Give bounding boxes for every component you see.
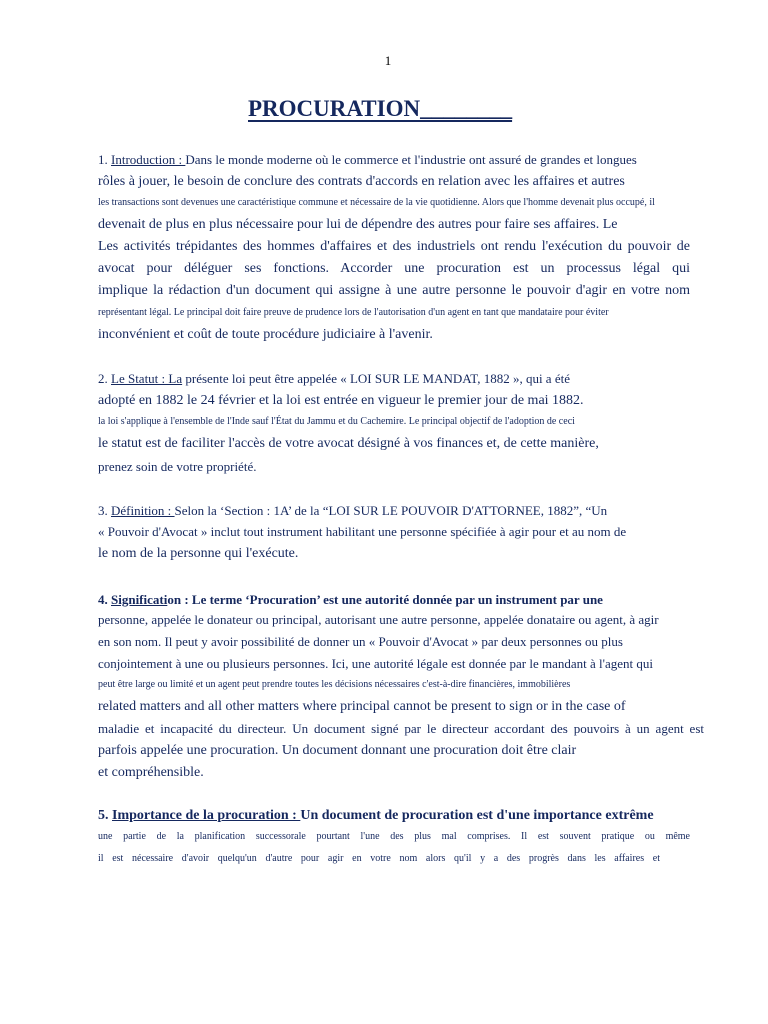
definition-number: 3. (98, 503, 111, 518)
statut-line-3: la loi s'applique à l'ensemble de l'Inde sauf l'État du Jammu et du Cachemire. Le principal objectif de l'adoption de ceci (98, 416, 575, 427)
importance-number: 5. (98, 808, 112, 823)
intro-line-8: représentant légal. Le principal doit faire preuve de prudence lors de l'autorisation d'un agent en tant que mandataire pour éviter (98, 307, 609, 318)
signification-line-4: conjointement à une ou plusieurs personnes. Ici, une autorité légale est donnée par le mandant à l'agent qui (98, 656, 654, 671)
intro-line-1: 1. Introduction : Dans le monde moderne où le commerce et l'industrie ont assuré de grandes et longues (98, 152, 637, 167)
signification-line-3: en son nom. Il peut y avoir possibilité de donner un « Pouvoir d'Avocat » par deux personnes ou plus (98, 634, 623, 649)
statut-number: 2. (98, 371, 111, 386)
signification-heading: Significati (111, 592, 168, 607)
signification-number: 4. (98, 592, 111, 607)
definition-line-1: 3. Définition : Selon la ‘Section : 1A’ de la “LOI SUR LE POUVOIR D'ATTORNEE, 1882”, “Un (98, 503, 608, 518)
intro-line-7: implique la rédaction d'un document qui assigne à une autre personne le pouvoir d'agir en votre nom (98, 283, 690, 298)
intro-line-2: rôles à jouer, le besoin de conclure des contrats d'accords en relation avec les affaires et autres (98, 174, 625, 189)
intro-line-4: devenait de plus en plus nécessaire pour lui de dépendre des autres pour faire ses affaires. Le (98, 217, 618, 232)
signification-line-1: 4. Signification : Le terme ‘Procuration’ est une autorité donnée par un instrument par une (98, 592, 603, 607)
intro-line-5: Les activités trépidantes des hommes d'affaires et des industriels ont rendu l'exécution du pouvoir de (98, 239, 690, 254)
definition-line-2: « Pouvoir d'Avocat » inclut tout instrument habilitant une personne spécifiée à agir pour et au nom de (98, 524, 627, 539)
statut-line-2: adopté en 1882 le 24 février et la loi est entrée en vigueur le premier jour de mai 1882. (98, 393, 584, 408)
signification-line-2: personne, appelée le donateur ou principal, autorisant une autre personne, appelée donataire ou agent, à agir (98, 612, 659, 627)
intro-line-3: les transactions sont devenues une caractéristique commune et nécessaire de la vie quotidienne. Alors que l'homme devenait plus occupé, il (98, 197, 655, 208)
importance-heading: Importance de la procuration : (112, 808, 301, 823)
importance-line-1: 5. Importance de la procuration : Un document de procuration est d'une importance extrême (98, 808, 654, 823)
signification-line-6: related matters and all other matters where principal cannot be present to sign or in the case of (98, 699, 626, 714)
signification-line-7: maladie et incapacité du directeur. Un document signé par le directeur accordant des pouvoirs à un agent est (98, 721, 704, 736)
statut-line-4: le statut est de faciliter l'accès de votre avocat désigné à vos finances et, de cette manière, (98, 436, 599, 451)
statut-line-1: 2. Le Statut : La présente loi peut être appelée « LOI SUR LE MANDAT, 1882 », qui a été (98, 371, 570, 386)
intro-line-6: avocat pour déléguer ses fonctions. Accorder une procuration est un processus légal qui (98, 261, 690, 276)
intro-line-9: inconvénient et coût de toute procédure judiciaire à l'avenir. (98, 327, 433, 342)
document-title: PROCURATION________ (248, 96, 513, 121)
intro-heading: Introduction : (111, 152, 186, 167)
definition-line-3: le nom de la personne qui l'exécute. (98, 546, 299, 561)
signification-line-5: peut être large ou limité et un agent peut prendre toutes les décisions nécessaires c'est-à-dire financières, immobilières (98, 679, 571, 690)
page-number: 1 (384, 53, 392, 68)
signification-line-8: parfois appelée une procuration. Un document donnant une procuration doit être clair (98, 743, 577, 758)
statut-line-5: prenez soin de votre propriété. (98, 459, 257, 474)
intro-number: 1. (98, 152, 111, 167)
importance-line-2: une partie de la planification successorale pourtant l'une des plus mal comprises. Il est souvent pratique ou même (98, 831, 690, 842)
definition-heading: Définition : (111, 503, 175, 518)
statut-heading: Le Statut : La (111, 371, 183, 386)
signification-line-9: et compréhensible. (98, 765, 204, 780)
importance-line-3: il est nécessaire d'avoir quelqu'un d'autre pour agir en votre nom alors qu'il y a des progrès dans les affaires et (98, 853, 660, 864)
